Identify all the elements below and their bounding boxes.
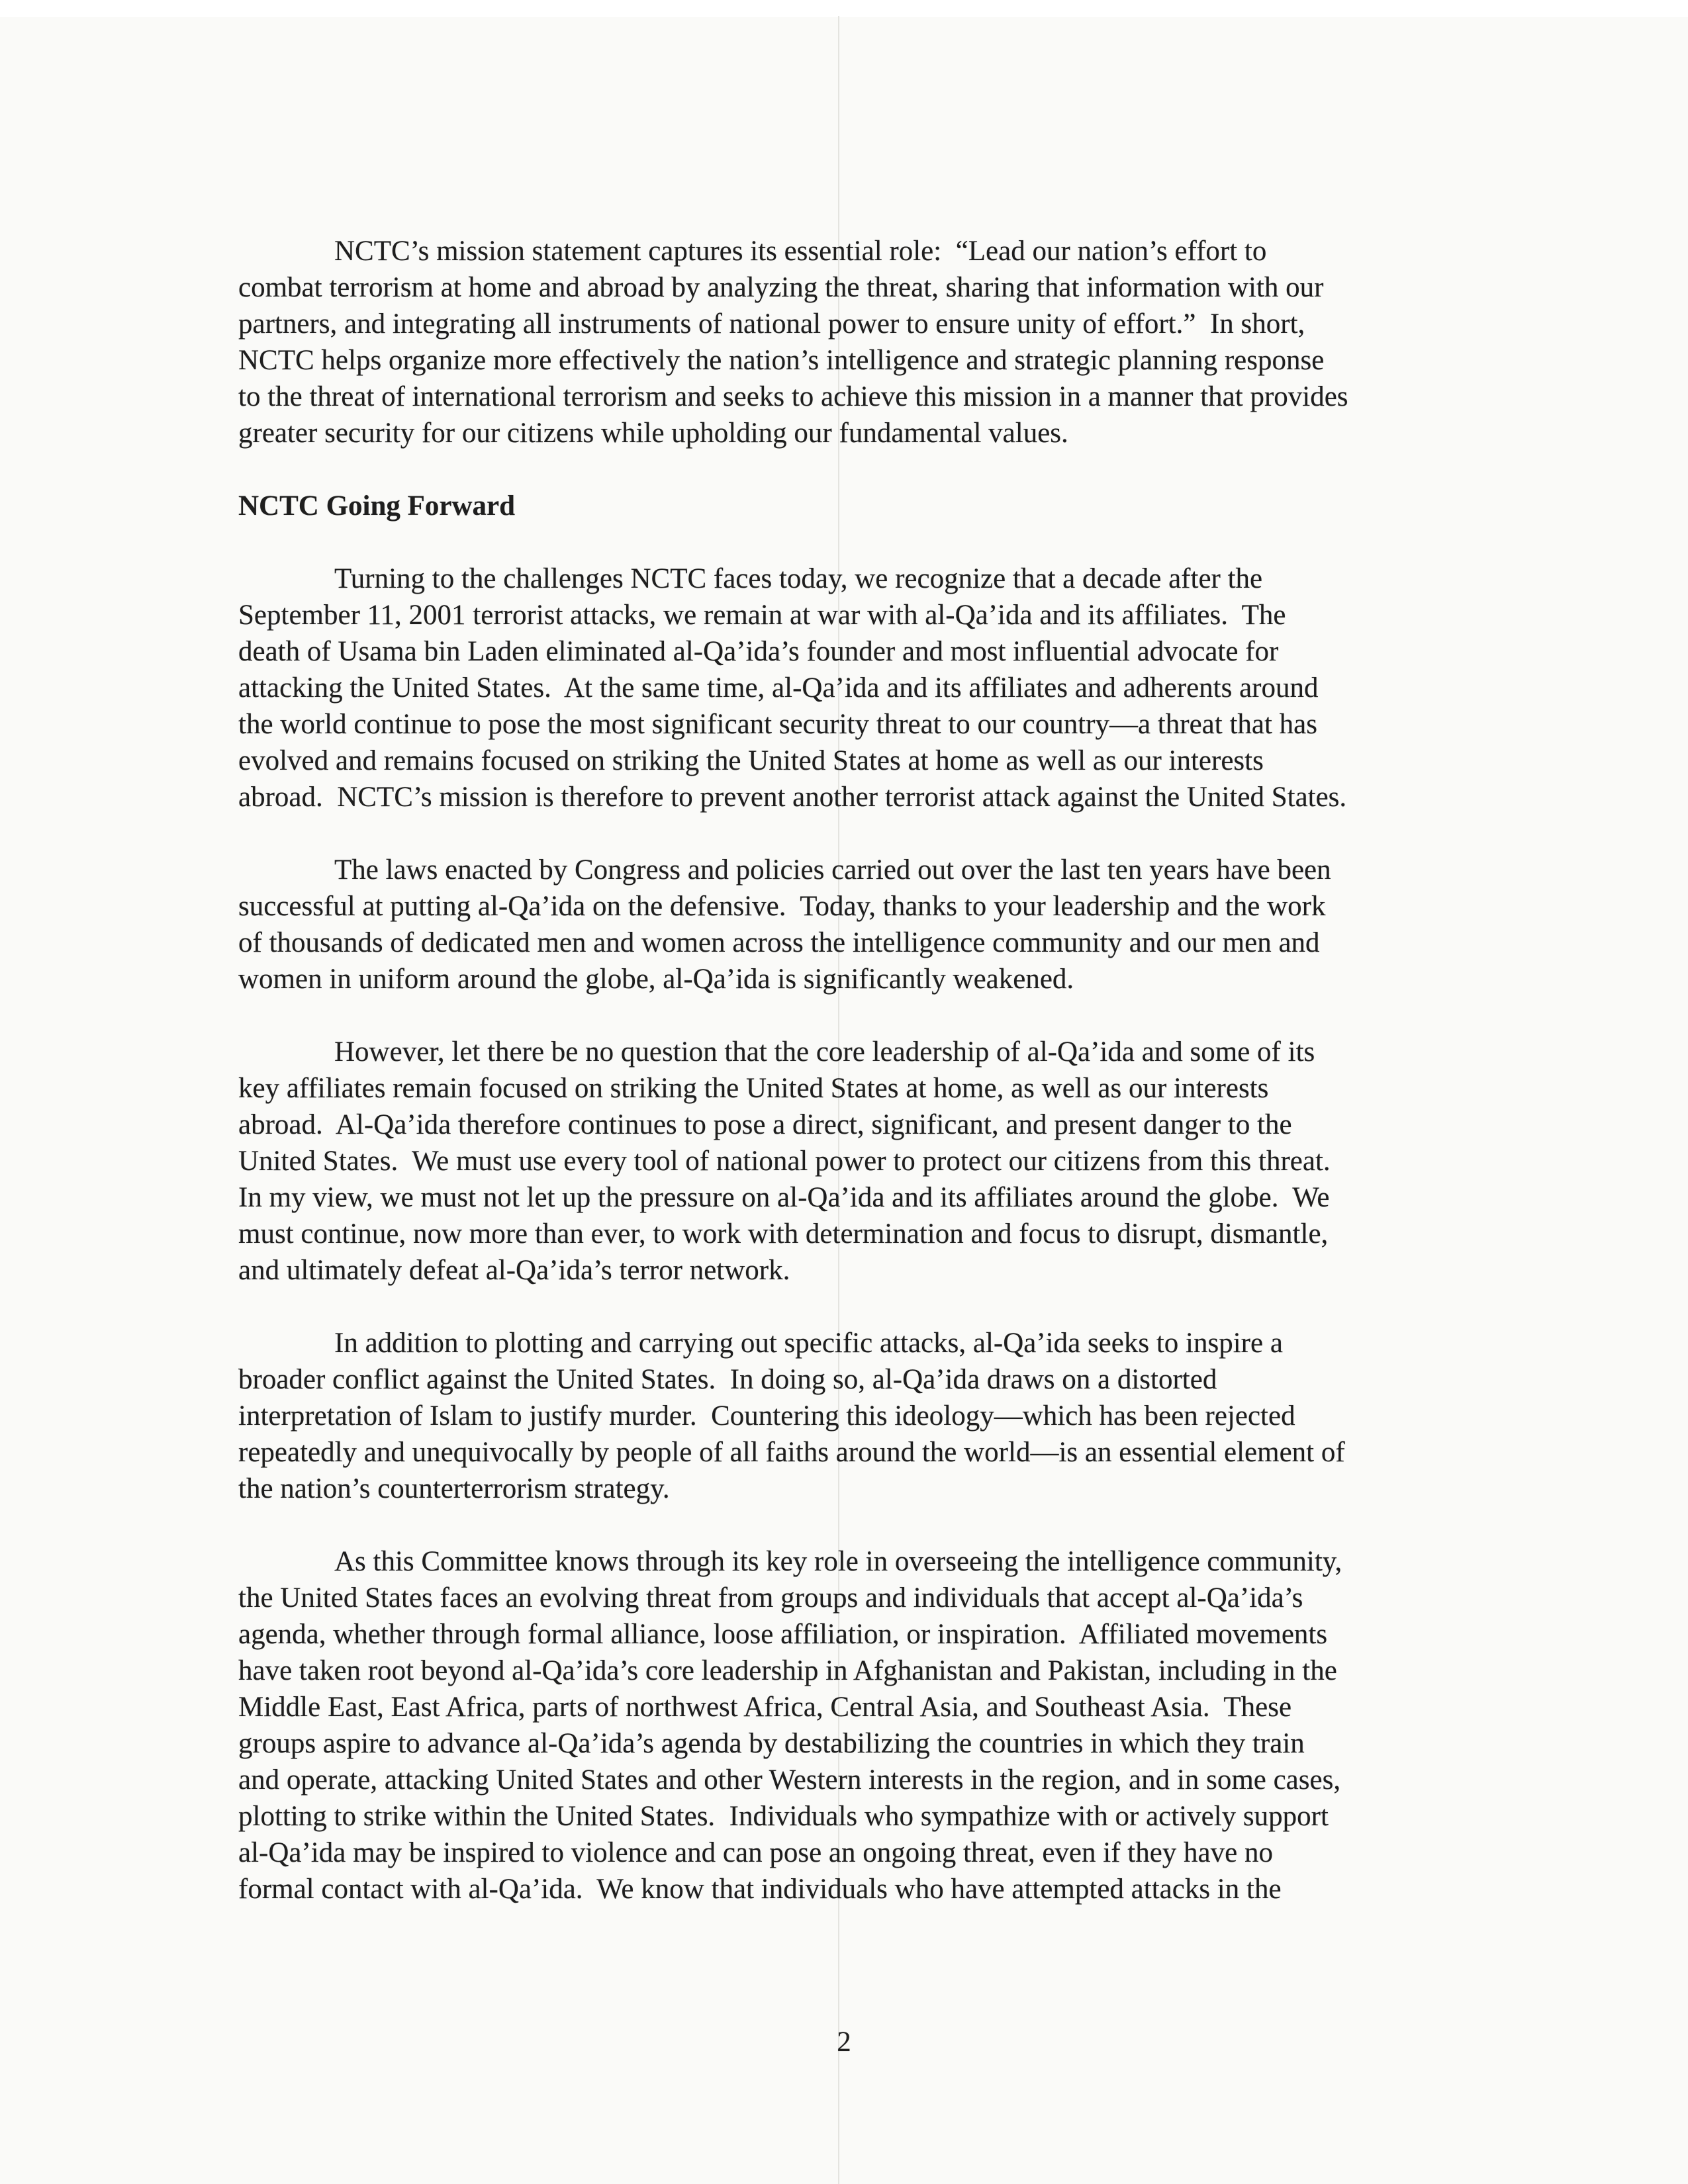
text-line: September 11, 2001 terrorist attacks, we remain at war with al-Qa’ida and its affiliates. The	[238, 600, 1286, 631]
text-line: In my view, we must not let up the pressure on al-Qa’ida and its affiliates around the globe. We	[238, 1182, 1330, 1213]
text-line: to the threat of international terrorism and seeks to achieve this mission in a manner that provides	[238, 381, 1348, 412]
text-line: the nation’s counterterrorism strategy.	[238, 1473, 670, 1504]
text-line: greater security for our citizens while upholding our fundamental values.	[238, 418, 1068, 449]
text-line: evolved and remains focused on striking the United States at home as well as our interests	[238, 745, 1264, 776]
paragraph	[238, 1034, 1536, 1289]
text-line: have taken root beyond al-Qa’ida’s core leadership in Afghanistan and Pakistan, including in the	[238, 1655, 1337, 1686]
text-line: United States. We must use every tool of national power to protect our citizens from this threat.	[238, 1146, 1331, 1177]
text-line: repeatedly and unequivocally by people of all faiths around the world—is an essential element of	[238, 1437, 1345, 1468]
text-line: However, let there be no question that the core leadership of al-Qa’ida and some of its	[334, 1036, 1315, 1068]
text-line: the world continue to pose the most significant security threat to our country—a threat that has	[238, 709, 1317, 740]
text-line: NCTC’s mission statement captures its essential role: “Lead our nation’s effort to	[334, 236, 1267, 267]
text-line: women in uniform around the globe, al-Qa’ida is significantly weakened.	[238, 964, 1074, 995]
text-line: abroad. NCTC’s mission is therefore to prevent another terrorist attack against the United States.	[238, 782, 1347, 813]
page-text	[238, 233, 1536, 1944]
text-line: the United States faces an evolving threat from groups and individuals that accept al-Qa’ida’s	[238, 1582, 1303, 1614]
text-line: As this Committee knows through its key role in overseeing the intelligence community,	[334, 1546, 1342, 1577]
paragraph	[238, 561, 1536, 815]
text-line: attacking the United States. At the same time, al-Qa’ida and its affiliates and adherents around	[238, 672, 1319, 704]
text-line: broader conflict against the United States. In doing so, al-Qa’ida draws on a distorted	[238, 1364, 1217, 1395]
section-heading: NCTC Going Forward	[238, 490, 516, 522]
text-line: Middle East, East Africa, parts of northwest Africa, Central Asia, and Southeast Asia. These	[238, 1692, 1292, 1723]
text-line: groups aspire to advance al-Qa’ida’s agenda by destabilizing the countries in which they train	[238, 1728, 1305, 1759]
text-line: key affiliates remain focused on striking the United States at home, as well as our interests	[238, 1073, 1269, 1104]
text-line: of thousands of dedicated men and women across the intelligence community and our men and	[238, 927, 1320, 958]
text-line: agenda, whether through formal alliance, loose affiliation, or inspiration. Affiliated movements	[238, 1619, 1328, 1650]
text-line: The laws enacted by Congress and policies carried out over the last ten years have been	[334, 854, 1331, 886]
paragraph	[238, 1325, 1536, 1507]
text-line: successful at putting al-Qa’ida on the defensive. Today, thanks to your leadership and the work	[238, 891, 1326, 922]
paragraph	[238, 233, 1536, 451]
text-line: abroad. Al-Qa’ida therefore continues to pose a direct, significant, and present danger to the	[238, 1109, 1292, 1140]
paragraph	[238, 852, 1536, 997]
scan-top-band	[0, 0, 1688, 17]
text-line: NCTC helps organize more effectively the nation’s intelligence and strategic planning response	[238, 345, 1325, 376]
text-line: must continue, now more than ever, to work with determination and focus to disrupt, dismantle,	[238, 1218, 1329, 1250]
text-line: combat terrorism at home and abroad by analyzing the threat, sharing that information with our	[238, 272, 1324, 303]
text-line: death of Usama bin Laden eliminated al-Qa’ida’s founder and most influential advocate for	[238, 636, 1279, 667]
text-line: partners, and integrating all instruments of national power to ensure unity of effort.” In short,	[238, 308, 1305, 340]
text-line: interpretation of Islam to justify murder. Countering this ideology—which has been rejected	[238, 1400, 1295, 1432]
paragraph	[238, 1543, 1536, 1907]
text-line: and operate, attacking United States and other Western interests in the region, and in some cases,	[238, 1764, 1341, 1796]
text-line: and ultimately defeat al-Qa’ida’s terror network.	[238, 1255, 790, 1286]
text-line: formal contact with al-Qa’ida. We know that individuals who have attempted attacks in the	[238, 1874, 1282, 1905]
text-line: In addition to plotting and carrying out specific attacks, al-Qa’ida seeks to inspire a	[334, 1328, 1283, 1359]
text-line: plotting to strike within the United States. Individuals who sympathize with or actively support	[238, 1801, 1329, 1832]
text-line: al-Qa’ida may be inspired to violence and can pose an ongoing threat, even if they have no	[238, 1837, 1273, 1868]
page-number: 2	[837, 2026, 851, 2058]
text-line: Turning to the challenges NCTC faces today, we recognize that a decade after the	[334, 563, 1263, 594]
